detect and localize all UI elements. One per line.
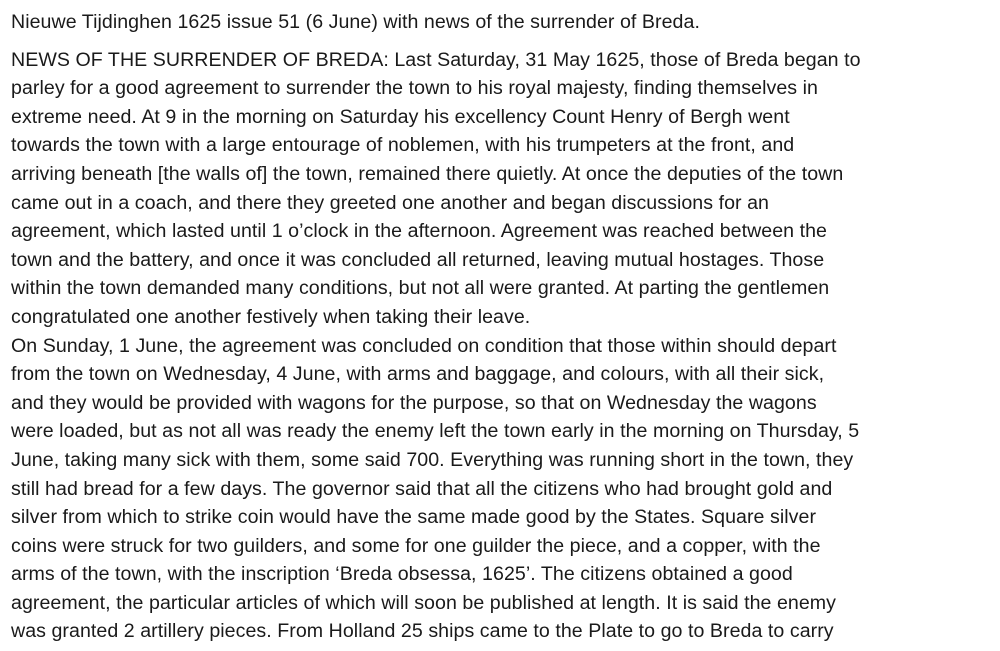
text-line: arms of the town, with the inscription ‘Breda obsessa, 1625’. The citizens obtained a good — [11, 563, 793, 586]
text-line: coins were struck for two guilders, and some for one guilder the piece, and a copper, with the — [11, 534, 821, 557]
text-line: On Sunday, 1 June, the agreement was concluded on condition that those within should depart — [11, 334, 837, 357]
text-line: and they would be provided with wagons for the purpose, so that on Wednesday the wagons — [11, 391, 817, 414]
paragraph-1 — [11, 46, 996, 332]
text-line: parley for a good agreement to surrender the town to his royal majesty, finding themselves in — [11, 77, 818, 100]
text-line: extreme need. At 9 in the morning on Saturday his excellency Count Henry of Bergh went — [11, 105, 790, 128]
text-line: agreement, the particular articles of which will soon be published at length. It is said the enemy — [11, 591, 837, 614]
text-line: came out in a coach, and there they greeted one another and began discussions for an — [11, 191, 769, 214]
text-line: town and the battery, and once it was concluded all returned, leaving mutual hostages. Those — [11, 248, 825, 271]
text-line: was granted 2 artillery pieces. From Holland 25 ships came to the Plate to go to Breda to carry — [11, 620, 834, 643]
text-line: towards the town with a large entourage of noblemen, with his trumpeters at the front, and — [11, 134, 795, 157]
text-line: still had bread for a few days. The governor said that all the citizens who had brought gold and — [11, 477, 833, 500]
document-page — [11, 0, 996, 651]
text-line: within the town demanded many conditions, but not all were granted. At parting the gentlemen — [11, 277, 830, 300]
text-line: arriving beneath [the walls of] the town, remained there quietly. At once the deputies of the town — [11, 162, 844, 185]
text-line: agreement, which lasted until 1 o’clock in the afternoon. Agreement was reached between the — [11, 220, 828, 243]
paragraph-gap — [11, 37, 996, 46]
text-line: NEWS OF THE SURRENDER OF BREDA: Last Saturday, 31 May 1625, those of Breda began to — [11, 48, 861, 71]
paragraph-2 — [11, 332, 996, 647]
text-line: from the town on Wednesday, 4 June, with arms and baggage, and colours, with all their sick, — [11, 363, 825, 386]
text-line: congratulated one another festively when taking their leave. — [11, 305, 531, 328]
text-line: were loaded, but as not all was ready the enemy left the town early in the morning on Thursday, 5 — [11, 420, 860, 443]
text-line: silver from which to strike coin would have the same made good by the States. Square silver — [11, 506, 817, 529]
document-caption: Nieuwe Tijdinghen 1625 issue 51 (6 June) with news of the surrender of Breda. — [11, 11, 700, 33]
text-line: June, taking many sick with them, some said 700. Everything was running short in the town, they — [11, 448, 854, 471]
